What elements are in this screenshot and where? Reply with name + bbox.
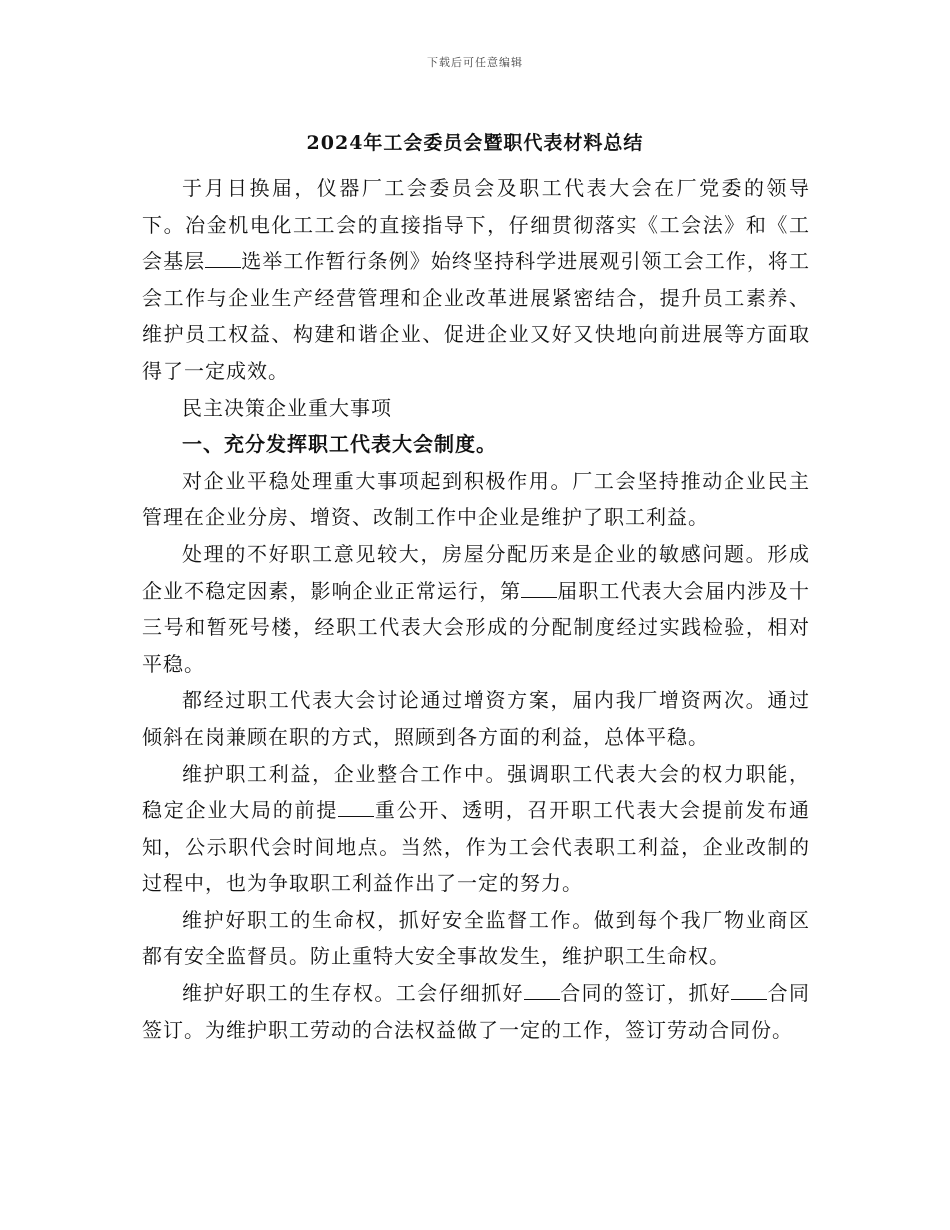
document-body <box>142 170 810 1048</box>
fill-blank <box>338 798 374 817</box>
paragraph-text: 重公开、透明，召开职工代表大会提前发布通知，公示职代会时间地点。当然，作为工会代表职工利益，企业改制的过程中，也为争取职工利益作出了一定的努力。 <box>142 798 811 896</box>
paragraph <box>142 756 810 902</box>
paragraph-text: 维护好职工的生存权。工会仔细抓好 <box>182 981 524 1006</box>
fill-blank <box>524 981 560 1000</box>
paragraph: 对企业平稳处理重大事项起到积极作用。厂工会坚持推动企业民主管理在企业分房、增资、改制工作中企业是维护了职工利益。 <box>142 468 810 530</box>
paragraph: 维护好职工的生命权，抓好安全监督工作。做到每个我厂物业商区都有安全监督员。防止重特大安全事故发生，维护职工生命权。 <box>142 907 810 969</box>
paragraph-text: 合同的签订，抓好 <box>559 981 732 1006</box>
header-note: 下载后可任意编辑 <box>427 56 523 69</box>
paragraph-text: 维护职工利益，企业整合工作中。强调职工代表大会的权力职能，稳定企业大局的前提 <box>142 761 810 823</box>
paragraph <box>142 536 810 682</box>
paragraph <box>142 975 810 1048</box>
fill-blank <box>521 579 557 598</box>
section-heading-bold: 一、充分发挥职工代表大会制度。 <box>182 432 497 457</box>
section-heading: 民主决策企业重大事项 <box>182 395 392 420</box>
paragraph: 都经过职工代表大会讨论通过增资方案，届内我厂增资两次。通过倾斜在岗兼顾在职的方式，照顾到各方面的利益，总体平稳。 <box>142 688 810 749</box>
paragraph-text: 于月日换届，仪器厂工会委员会及职工代表大会在厂党委的领导下。冶金机电化工工会的直接指导下，仔细贯彻落实《工会法》和《工会基层 <box>142 176 810 274</box>
paragraph-text: 处理的不好职工意见较大，房屋分配历来是企业的敏感问题。形成企业不稳定因素，影响企业正常运行，第 <box>142 541 810 603</box>
paragraph-text: 选举工作暂行条例》始终坚持科学进展观引领工会工作，将工会工作与企业生产经营管理和企业改革进展紧密结合，提升员工素养、维护员工权益、构建和谐企业、促进企业又好又快地向前进展等方面取得了一定成效。 <box>142 249 811 383</box>
fill-blank <box>731 981 767 1000</box>
paragraph <box>142 170 810 390</box>
document-title: 2024年工会委员会暨职代表材料总结 <box>306 132 644 154</box>
paragraph-text: 合同签订。为维护职工劳动的合法权益做了一定的工作，签订劳动合同份。 <box>142 981 811 1042</box>
paragraph-text: 届职工代表大会届内涉及十三号和暂死号楼，经职工代表大会形成的分配制度经过实践检验，相对平稳。 <box>142 578 811 676</box>
fill-blank <box>205 249 241 268</box>
